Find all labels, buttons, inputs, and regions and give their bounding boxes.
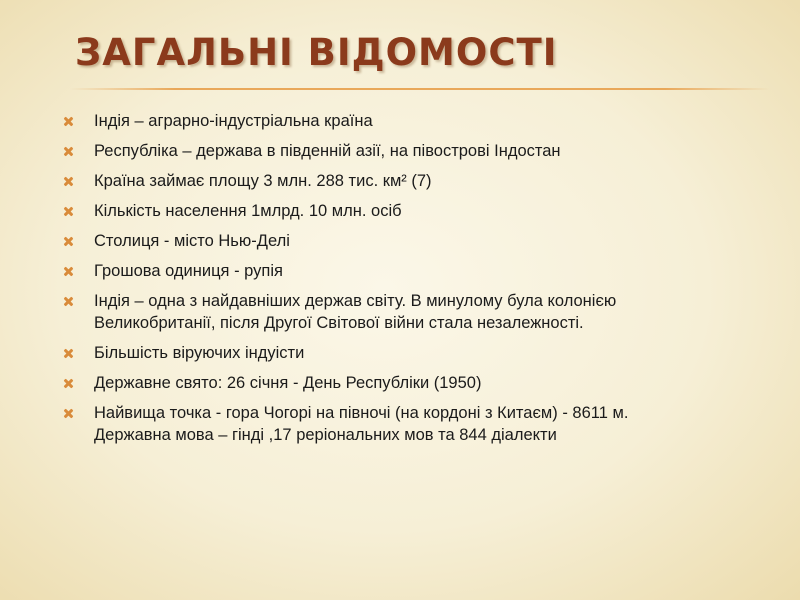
bullet-text: Індія – одна з найдавніших держав світу. В минулому була колонією [94, 292, 617, 310]
title-underline [70, 88, 770, 90]
bullet-item [60, 140, 750, 162]
bullet-item [60, 170, 750, 192]
bullet-item [60, 230, 750, 252]
bullet-text-continuation: Великобританії, після Другої Світової війни стала незалежності. [94, 314, 584, 332]
bullet-text: Республіка – держава в південній азії, на півострові Індостан [94, 142, 561, 160]
cross-bullet-icon [64, 409, 73, 418]
cross-bullet-icon [64, 297, 73, 306]
bullet-item [60, 402, 750, 446]
cross-bullet-icon [64, 237, 73, 246]
bullet-text: Найвища точка - гора Чогорі на півночі (на кордоні з Китаєм) - 8611 м. [94, 404, 629, 422]
bullet-text: Більшість віруючих індуісти [94, 344, 305, 362]
cross-bullet-icon [64, 207, 73, 216]
slide-title: ЗАГАЛЬНІ ВІДОМОСТІ [75, 31, 558, 74]
bullet-list [60, 110, 750, 454]
bullet-text: Столиця - місто Нью-Делі [94, 232, 290, 250]
bullet-text: Країна займає площу 3 млн. 288 тис. км² (7) [94, 172, 432, 190]
bullet-item [60, 372, 750, 394]
bullet-text-continuation: Державна мова – гінді ,17 реріональних мов та 844 діалекти [94, 426, 557, 444]
cross-bullet-icon [64, 267, 73, 276]
cross-bullet-icon [64, 349, 73, 358]
bullet-item [60, 290, 750, 334]
bullet-text: Грошова одиниця - рупія [94, 262, 283, 280]
bullet-text: Державне свято: 26 січня - День Республіки (1950) [94, 374, 482, 392]
bullet-item [60, 342, 750, 364]
bullet-item [60, 260, 750, 282]
bullet-item [60, 200, 750, 222]
cross-bullet-icon [64, 379, 73, 388]
bullet-text: Кількість населення 1млрд. 10 млн. осіб [94, 202, 402, 220]
bullet-text: Індія – аграрно-індустріальна країна [94, 112, 373, 130]
cross-bullet-icon [64, 147, 73, 156]
cross-bullet-icon [64, 177, 73, 186]
cross-bullet-icon [64, 117, 73, 126]
bullet-item [60, 110, 750, 132]
